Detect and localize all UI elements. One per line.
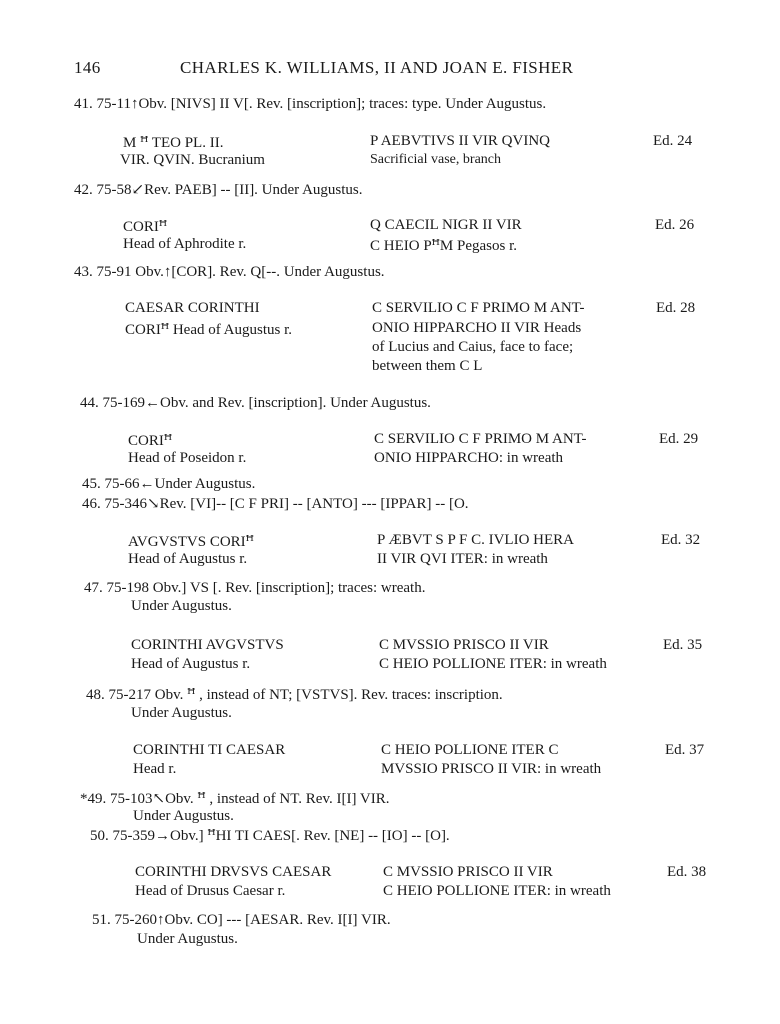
reverse-line-1: C MVSSIO PRISCO II VIR (379, 637, 549, 653)
obverse-line-2: Head of Augustus r. (131, 656, 251, 672)
reverse-line-1: C SERVILIO C F PRIMO M ANT- (374, 431, 587, 447)
entry-heading: 50. 75-359→Obv.] ꟸHI TI CAES[. Rev. [NE] -- [IO] -- [O]. (90, 828, 450, 844)
obverse-line-2: Head r. (133, 761, 177, 777)
entry-heading-line-2: Under Augustus. (137, 931, 238, 947)
entry-heading: 51. 75-260↑Obv. CO] --- [AESAR. Rev. I[I] VIR. (92, 912, 391, 928)
entry-heading: 43. 75-91 Obv.↑[COR]. Rev. Q[--. Under Augustus. (74, 264, 385, 280)
obverse-line-2: Head of Drusus Caesar r. (135, 883, 286, 899)
edition-ref: Ed. 38 (667, 864, 707, 880)
entry-heading-line-2: Under Augustus. (133, 808, 234, 824)
entry-heading: 41. 75-11↑Obv. [NIVS] II V[. Rev. [inscription]; traces: type. Under Augustus. (74, 96, 547, 112)
obverse-line-1: CORIꟸ (128, 433, 173, 449)
reverse-line-4: between them C L (372, 358, 483, 374)
entry-heading: *49. 75-103↖Obv. ꟸ , instead of NT. Rev. I[I] VIR. (80, 791, 390, 807)
reverse-line-2: Sacrificial vase, branch (370, 152, 501, 167)
edition-ref: Ed. 35 (663, 637, 703, 653)
entry-heading: 46. 75-346↘Rev. [VI]-- [C F PRI] -- [ANTO] --- [IPPAR] -- [O. (82, 496, 469, 512)
obverse-line-1: CORIꟸ (123, 219, 168, 235)
reverse-line-2: C HEIO PꟸM Pegasos r. (370, 238, 517, 254)
obverse-line-2: CORIꟸ Head of Augustus r. (125, 322, 292, 338)
entry-heading: 45. 75-66←Under Augustus. (82, 476, 256, 492)
entry-heading-line-2: Under Augustus. (131, 598, 232, 614)
obverse-line-2: Head of Augustus r. (128, 551, 248, 567)
reverse-line-2: ONIO HIPPARCHO II VIR Heads (372, 320, 582, 336)
edition-ref: Ed. 32 (661, 532, 701, 548)
obverse-line-1: CORINTHI DRVSVS CAESAR (135, 864, 332, 880)
reverse-line-2: C HEIO POLLIONE ITER: in wreath (383, 883, 611, 899)
reverse-line-1: Q CAECIL NIGR II VIR (370, 217, 522, 233)
reverse-line-1: P ÆBVT S P F C. IVLIO HERA (377, 532, 574, 548)
edition-ref: Ed. 29 (659, 431, 699, 447)
obverse-line-2: Head of Aphrodite r. (123, 236, 247, 252)
reverse-line-1: C MVSSIO PRISCO II VIR (383, 864, 553, 880)
entry-heading-line-2: Under Augustus. (131, 705, 232, 721)
reverse-line-1: C SERVILIO C F PRIMO M ANT- (372, 300, 585, 316)
obverse-line-1: CORINTHI TI CAESAR (133, 742, 286, 758)
entry-heading: 44. 75-169←Obv. and Rev. [inscription]. Under Augustus. (80, 395, 431, 411)
obverse-line-1: M ꟸ TEO PL. II. (123, 135, 224, 151)
page-number: 146 (74, 58, 101, 77)
entry-heading: 42. 75-58↙Rev. PAEB] -- [II]. Under Augustus. (74, 182, 363, 198)
reverse-line-2: MVSSIO PRISCO II VIR: in wreath (381, 761, 602, 777)
edition-ref: Ed. 37 (665, 742, 705, 758)
entry-heading: 48. 75-217 Obv. ꟸ , instead of NT; [VSTVS]. Rev. traces: inscription. (86, 687, 503, 703)
edition-ref: Ed. 26 (655, 217, 695, 233)
edition-ref: Ed. 24 (653, 133, 693, 149)
obverse-line-1: CORINTHI AVGVSTVS (131, 637, 284, 653)
reverse-line-3: of Lucius and Caius, face to face; (372, 339, 574, 355)
reverse-line-1: P AEBVTIVS II VIR QVINQ (370, 133, 550, 149)
reverse-line-2: II VIR QVI ITER: in wreath (377, 551, 548, 567)
obverse-line-2: VIR. QVIN. Bucranium (120, 152, 265, 168)
reverse-line-2: ONIO HIPPARCHO: in wreath (374, 450, 564, 466)
reverse-line-1: C HEIO POLLIONE ITER C (381, 742, 559, 758)
obverse-line-1: AVGVSTVS CORIꟸ (128, 534, 254, 550)
reverse-line-2: C HEIO POLLIONE ITER: in wreath (379, 656, 607, 672)
entry-heading: 47. 75-198 Obv.] VS [. Rev. [inscription]; traces: wreath. (84, 580, 426, 596)
obverse-line-2: Head of Poseidon r. (128, 450, 247, 466)
obverse-line-1: CAESAR CORINTHI (125, 300, 260, 316)
running-head: CHARLES K. WILLIAMS, II AND JOAN E. FISHER (180, 58, 574, 77)
running-header (74, 58, 634, 80)
edition-ref: Ed. 28 (656, 300, 696, 316)
